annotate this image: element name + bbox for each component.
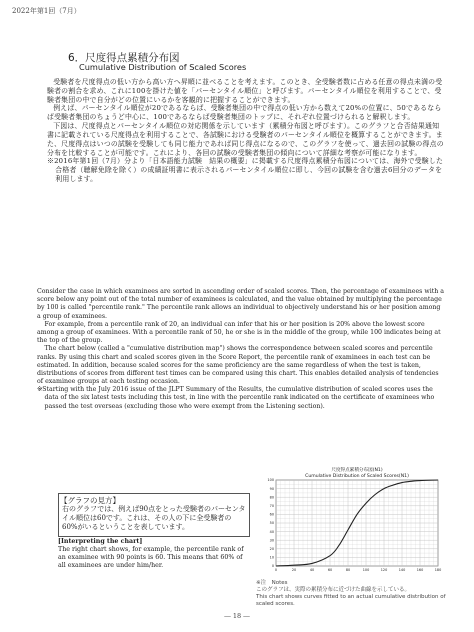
x-tick-label: 140 <box>398 568 406 572</box>
japanese-body <box>47 78 445 184</box>
guide-english <box>58 538 248 570</box>
y-tick-label: 100 <box>267 478 274 483</box>
y-tick-label: 50 <box>269 521 274 526</box>
en-paragraph: For example, from a percentile rank of 20, an individual can infer that his or her position is 20% above the lowest score among a group of examinees. With a percentile rank of 50, he or she is in the middle of the group, while 100 indicates being at the top of the group. <box>37 320 441 345</box>
page-number: ― 18 ― <box>224 612 250 620</box>
y-tick-label: 60 <box>269 512 274 517</box>
en-paragraph: The chart below (called a "cumulative distribution map") shows the correspondence between scaled scores and percentile ranks. By using this chart and scaled scores given in the Score Report, the percentile rank of examinees in each test can be estimated. In addition, because scaled scores for the same proficiency are the same regardless of when the test is taken, distributions of scores from different test times can be compared using this chart. This enables detailed analysis of tendencies of examinee groups at each testing occasion. <box>37 345 439 386</box>
notes-line-en: This chart shows curves fitted to an actual cumulative distribution of scaled scores. <box>256 594 446 608</box>
notes-line-jp: このグラフは、実際の累積分布に近づけた曲線を示している。 <box>256 587 411 594</box>
guide-title-en: [Interpreting the chart] <box>58 538 143 545</box>
chart-title-line: 尺度得点累積分布図(N1) <box>331 468 383 473</box>
cumulative-chart <box>262 466 448 580</box>
en-paragraph: Consider the case in which examinees are sorted in ascending order of scaled scores. Then, the percentage of examinees with a score below any point out of the total number of examinees is calculated, and the value obtained by multiplying the percentage by 100 is called "percentile rank." The percentile rank allows an individual to objectively understand his or her position among a group of examinees. <box>37 288 444 320</box>
guide-text-en: The right chart shows, for example, the percentile rank of an examinee with 90 points is 60. This means that 60% of all examinees are under him/her. <box>58 546 244 570</box>
x-tick-label: 180 <box>434 568 442 572</box>
x-tick-label: 80 <box>345 568 351 572</box>
x-tick-label: 60 <box>327 568 333 572</box>
english-body <box>37 288 445 411</box>
section-subtitle: Cumulative Distribution of Scaled Scores <box>79 62 247 72</box>
running-header: 2022年第1回（7月） <box>12 7 81 15</box>
chart-notes <box>256 580 456 608</box>
section-title: 6．尺度得点累積分布図 <box>68 52 180 64</box>
notes-title: ※注 Notes <box>256 580 288 586</box>
chart-svg <box>262 466 448 580</box>
x-tick-label: 100 <box>362 568 370 572</box>
y-tick-label: 30 <box>269 538 274 543</box>
guide-title-jp: 【グラフの見方】 <box>60 496 120 505</box>
chart-title-line: Cumulative Distribution of Scaled Scores(N1) <box>305 474 409 479</box>
y-tick-label: 80 <box>269 495 274 500</box>
jp-paragraph: 例えば、パーセンタイル順位が20であるならば、受験者集団の中で得点の低い方から数えて20%の位置に、50であるならば受験者集団のちょうど中心に、100であるならば受験者集団のトップに、それぞれ位置づけられると解釈します。 <box>47 104 442 122</box>
x-tick-label: 40 <box>309 568 315 572</box>
x-tick-label: 20 <box>291 568 297 572</box>
y-tick-label: 40 <box>269 529 274 534</box>
jp-note: ※2016年第1回（7月）分より「日本語能力試験 結果の概要」に掲載する尺度得点累積分布図については、海外で受験した合格者（聴解免除を除く）の成績証明書に表示されるパーセンタイル順位に即し、今回の試験を含む過去6回分のデータを利用します。 <box>47 157 444 184</box>
x-tick-label: 160 <box>416 568 424 572</box>
x-tick-label: 120 <box>380 568 388 572</box>
x-tick-label: 0 <box>274 568 278 572</box>
en-note: ※Starting with the July 2016 issue of the JLPT Summary of the Results, the cumulative distribution of scaled scores uses the data of the six latest tests including this test, in line with the percentile rank indicated on the certificate of examinees who passed the test overseas (excluding those who were exempt from the Listening section). <box>37 386 435 410</box>
y-tick-label: 70 <box>269 504 274 508</box>
y-tick-label: 90 <box>269 486 274 491</box>
y-tick-label: 10 <box>269 555 274 560</box>
jp-paragraph: 受験者を尺度得点の低い方から高い方へ昇順に並べることを考えます。このとき、全受験者数に占める任意の得点未満の受験者の割合を求め、これに100を掛けた値を「パーセンタイル順位」と呼びます。パーセンタイル順位を利用することで、受験者集団の中で自分がどの位置にいるかを客観的に把握することができます。 <box>47 78 443 104</box>
guide-text-jp: 右のグラフでは、例えば90点をとった受験者のパーセンタイル順位は60です。これは、その人の下に全受験者の60%がいるということを表しています。 <box>62 505 246 531</box>
y-tick-label: 0 <box>271 564 274 569</box>
jp-paragraph: 下図は、尺度得点とパーセンタイル順位の対応関係を示しています（累積分布図と呼びます）。このグラフと合否結果通知書に記載されている尺度得点を利用することで、各試験における受験者のパーセンタイル順位を概算することができます。また、尺度得点はいつの試験を受験しても同じ能力であれば同じ得点になるので、このグラフを使って、過去回の試験の得点の分布を比較することが可能です。これにより、各回の試験の受験者集団の傾向について詳細な考察が可能になります。 <box>47 122 444 157</box>
y-tick-label: 20 <box>269 547 274 551</box>
